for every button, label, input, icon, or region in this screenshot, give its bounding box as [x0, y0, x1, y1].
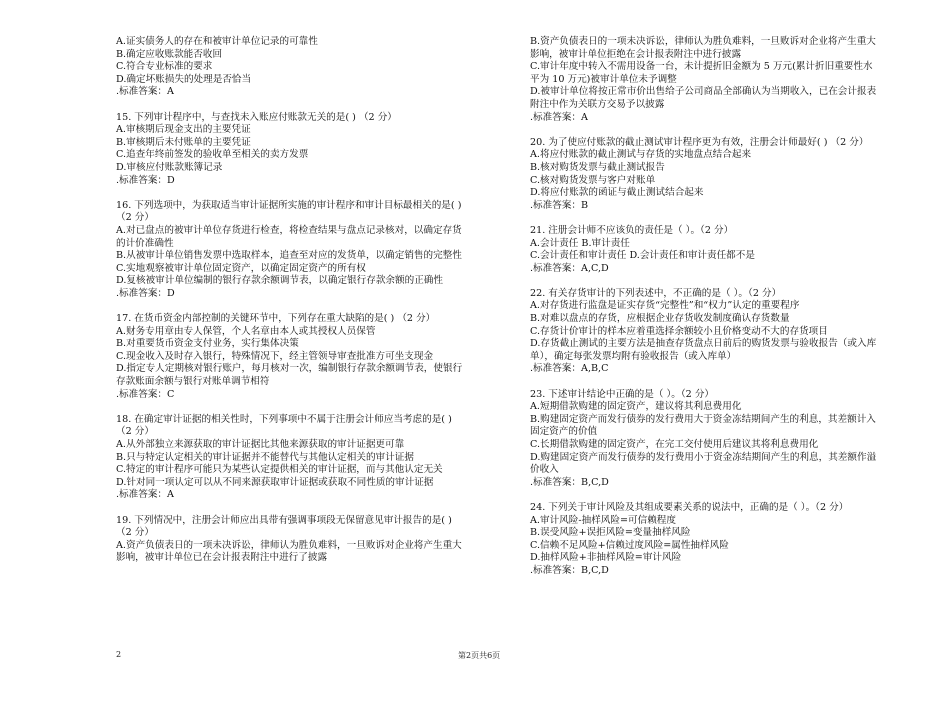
- option-line: C.追查年终前签发的验收单至相关的卖方发票: [116, 149, 309, 161]
- option-line: A.将应付账款的截止测试与存货的实地盘点结合起来: [530, 149, 752, 161]
- question-block: [116, 313, 496, 401]
- question-block: [530, 288, 913, 376]
- question-line: （2 分）: [116, 426, 154, 438]
- option-line: A.资产负债表日的一项未决诉讼，律师认为胜负难料，一旦败诉对企业将产生重大: [116, 539, 462, 551]
- question-line: 存款账面余额与银行对账单调节相符: [116, 376, 270, 388]
- question-block: [116, 112, 496, 188]
- answer-line: .标准答案：A,C,D: [530, 262, 609, 274]
- right-column: [530, 36, 913, 590]
- question-line: 15. 下列审计程序中，与查找未入账应付账款无关的是( ) （2 分）: [116, 111, 397, 123]
- question-block: [530, 225, 913, 275]
- question-line: 平为 10 万元)被审计单位未予调整: [530, 73, 677, 85]
- option-line: B.从被审计单位销售发票中选取样本，追查至对应的发货单，以确定销售的完整性: [116, 250, 462, 262]
- option-line: A.证实债务人的存在和被审计单位记录的可靠性: [116, 36, 318, 47]
- option-line: C.信赖不足风险+信赖过度风险=属性抽样风险: [530, 539, 729, 551]
- answer-line: .标准答案：A: [530, 111, 588, 123]
- question-line: 24. 下列关于审计风险及其组成要素关系的说法中，正确的是（ ）。（2 分）: [530, 501, 849, 513]
- option-line: C.符合专业标准的要求: [116, 61, 213, 73]
- option-line: C.审计年度中转入不需用设备一台，未计提折旧金额为 5 万元(累计折旧重要性水: [530, 61, 873, 73]
- option-line: B.确定应收账款能否收回: [116, 48, 223, 60]
- question-line: 18. 在确定审计证据的相关性时，下列事项中不属于注册会计师应当考虑的是( ): [116, 413, 452, 425]
- page-number: 2: [116, 650, 122, 659]
- option-line: D.被审计单位将按正常市价出售给子公司商品全部确认为当期收入，已在会计报表: [530, 86, 877, 98]
- option-line: B.误受风险+误拒风险=变量抽样风险: [530, 527, 691, 539]
- option-line: D.将应付账款的函证与截止测试结合起来: [530, 187, 704, 199]
- question-line: 影响，被审计单位已在会计报表附注中进行了披露: [116, 552, 328, 564]
- left-column: [116, 36, 496, 578]
- option-line: C.现金收入及时存入银行，特殊情况下，经主管领导审查批准方可坐支现金: [116, 350, 434, 362]
- answer-line: .标准答案：D: [116, 287, 175, 299]
- answer-line: .标准答案：B: [530, 199, 589, 211]
- option-line: A.审计风险-抽样风险=可信赖程度: [530, 514, 676, 526]
- question-line: 20. 为了使应付账款的截止测试审计程序更为有效，注册会计师最好( ) （2 分）: [530, 136, 869, 148]
- page-label: 第2页共6页: [458, 651, 501, 660]
- option-line: C.核对购货发票与客户对账单: [530, 174, 656, 186]
- question-line: 22. 有关存货审计的下列表述中，不正确的是（ ）。（2 分）: [530, 287, 782, 299]
- question-line: 21. 注册会计师不应该负的责任是（ ）。（2 分）: [530, 224, 734, 236]
- option-line: D.购建固定资产而发行债券的发行费用小于资金冻结期间产生的利息，其差额作溢: [530, 451, 877, 463]
- option-line: D.确定坏账损失的处理是否恰当: [116, 73, 252, 85]
- question-line: 附注中作为关联方交易予以披露: [530, 98, 665, 110]
- option-line: A.短期借款购建的固定资产，建议将其利息费用化: [530, 401, 742, 413]
- question-block: [116, 36, 496, 99]
- answer-line: .标准答案：A,B,C: [530, 363, 609, 375]
- question-block: [530, 36, 913, 124]
- question-line: （2 分）: [116, 212, 154, 224]
- option-line: D.抽样风险+非抽样风险=审计风险: [530, 552, 682, 564]
- option-line: C.特定的审计程序可能只为某些认定提供相关的审计证据，而与其他认定无关: [116, 464, 443, 476]
- question-line: 17. 在货币资金内部控制的关键环节中，下列存在重大缺陷的是( ) （2 分）: [116, 313, 436, 325]
- question-line: 固定资产的价值: [530, 426, 598, 438]
- question-block: [530, 389, 913, 490]
- question-line: 的计价准确性: [116, 237, 174, 249]
- option-line: B.只与特定认定相关的审计证据并不能替代与其他认定相关的审计证据: [116, 451, 414, 463]
- option-line: D.针对同一项认定可以从不同来源获取审计证据或获取不同性质的审计证据: [116, 476, 434, 488]
- answer-line: .标准答案：D: [116, 174, 175, 186]
- option-line: A.会计责任 B.审计责任: [530, 237, 630, 249]
- question-block: [116, 414, 496, 502]
- option-line: C.会计责任和审计责任 D.会计责任和审计责任都不是: [530, 250, 755, 262]
- option-line: B.核对购货发票与截止测试报告: [530, 161, 665, 173]
- option-line: A.审核期后现金支出的主要凭证: [116, 124, 251, 136]
- option-line: C.长期借款购建的固定资产，在完工交付使用后建议其将利息费用化: [530, 439, 819, 450]
- question-line: 单），确定每张发票均附有验收报告（或入库单）: [530, 350, 737, 362]
- question-line: 23. 下述审计结论中正确的是（ ）。（2 分）: [530, 388, 715, 400]
- option-line: B.审核期后未付账单的主要凭证: [116, 136, 251, 148]
- answer-line: .标准答案：A: [116, 489, 174, 501]
- option-line: D.存货截止测试的主要方法是抽查存货盘点日前后的购货发票与验收报告（或入库: [530, 338, 877, 350]
- answer-line: .标准答案：C: [116, 388, 175, 400]
- answer-line: .标准答案：B,C,D: [530, 564, 609, 576]
- option-line: B.对难以盘点的存货，应根据企业存货收发制度确认存货数量: [530, 313, 790, 325]
- question-line: （2 分）: [116, 527, 154, 539]
- answer-line: .标准答案：B,C,D: [530, 476, 609, 488]
- option-line: D.审核应付账款账簿记录: [116, 161, 223, 173]
- question-block: [530, 137, 913, 213]
- option-line: B.资产负债表日的一项未决诉讼，律师认为胜负难料，一旦败诉对企业将产生重大: [530, 36, 876, 47]
- option-line: D.指定专人定期核对银行账户，每月核对一次，编制银行存款余额调节表，使银行: [116, 363, 463, 375]
- question-block: [530, 502, 913, 578]
- question-block: [116, 515, 496, 565]
- option-line: A.从外部独立来源获取的审计证据比其他来源获取的审计证据更可靠: [116, 439, 405, 450]
- question-line: 19. 下列情况中，注册会计师应出具带有强调事项段无保留意见审计报告的是( ): [116, 514, 452, 526]
- option-line: D.复核被审计单位编制的银行存款余额调节表，以确定银行存款余额的正确性: [116, 275, 443, 287]
- question-line: 16. 下列选项中，为获取适当审计证据所实施的审计程序和审计目标最相关的是( ): [116, 199, 462, 211]
- question-line: 价收入: [530, 464, 559, 476]
- question-block: [116, 200, 496, 301]
- option-line: C.实地观察被审计单位固定资产，以确定固定资产的所有权: [116, 262, 366, 274]
- option-line: C.存货计价审计的样本应着重选择余额较小且价格变动不大的存货项目: [530, 325, 828, 337]
- option-line: A.对已盘点的被审计单位存货进行检查，将检查结果与盘点记录核对，以确定存货: [116, 224, 462, 236]
- option-line: B.购建固定资产而发行债券的发行费用大于资金冻结期间产生的利息，其差额计入: [530, 413, 876, 425]
- option-line: B.对重要货币资金支付业务，实行集体决策: [116, 338, 299, 350]
- option-line: A.对存货进行监盘是证实存货“完整性”和“权力”认定的重要程序: [530, 300, 800, 312]
- answer-line: .标准答案：A: [116, 86, 174, 98]
- option-line: A.财务专用章由专人保管，个人名章由本人或其授权人员保管: [116, 325, 376, 337]
- question-line: 影响，被审计单位拒绝在会计报表附注中进行披露: [530, 48, 742, 60]
